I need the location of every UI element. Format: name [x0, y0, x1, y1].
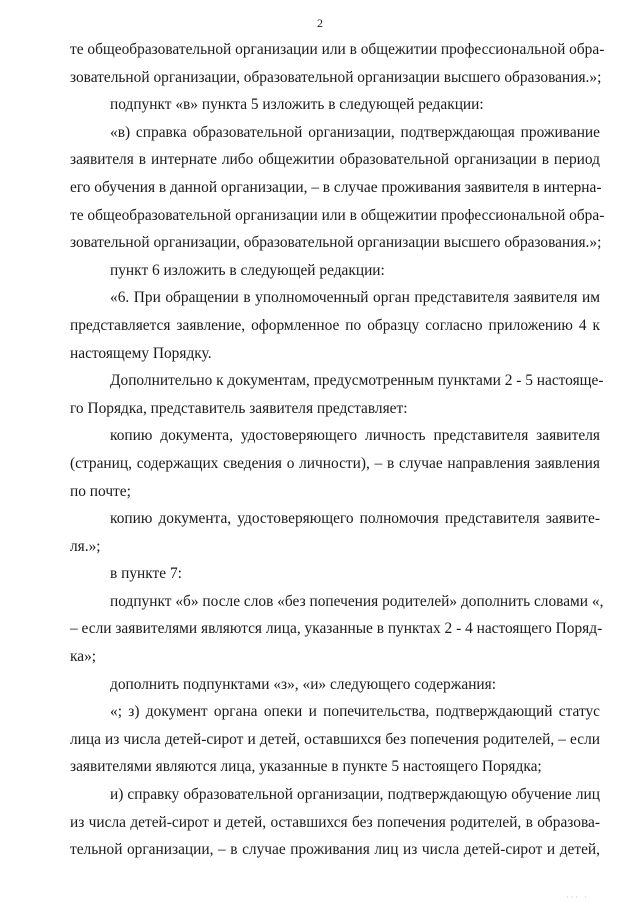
text-line: и) справку образовательной организации, подтверждающую обучение лиц [110, 786, 600, 804]
text-line: го Порядка, представитель заявителя представляет: [70, 399, 408, 417]
text-line: те общеобразовательной организации или в общежитии профессиональной обра- [70, 206, 605, 224]
text-line: те общеобразовательной организации или в общежитии профессиональной обра- [70, 41, 605, 58]
text-line: «6. При обращении в уполномоченный орган представителя заявителя им [110, 289, 600, 307]
text-line: «в) справка образовательной организации, подтверждающая проживание [110, 123, 600, 141]
text-line: тельной организации, – в случае проживания лиц из числа детей-сирот и детей, [70, 841, 600, 859]
text-line: ка»; [70, 648, 97, 666]
text-line: подпункт «б» после слов «без попечения родителей» дополнить словами «, [110, 592, 604, 610]
text-line: – если заявителями являются лица, указанные в пунктах 2 - 4 настоящего Поряд- [70, 620, 603, 638]
text-line: по почте; [70, 482, 131, 500]
document-body [70, 36, 605, 864]
text-line: заявителями являются лица, указанные в пункте 5 настоящего Порядка; [70, 758, 542, 776]
text-line: ля.»; [70, 537, 101, 555]
text-line: представляется заявление, оформленное по образцу согласно приложению 4 к [70, 316, 600, 334]
text-line: дополнить подпунктами «з», «и» следующего содержания: [110, 675, 497, 693]
text-line: «; з) документ органа опеки и попечительства, подтверждающий статус [110, 703, 600, 721]
text-line: из числа детей-сирот и детей, оставшихся без попечения родителей, в образова- [70, 813, 600, 831]
text-line: зовательной организации, образовательной организации высшего образования.»; [70, 68, 602, 86]
text-line: лица из числа детей-сирот и детей, оставшихся без попечения родителей, – если [70, 730, 600, 748]
text-line: (страниц, содержащих сведения о личности), – в случае направления заявления [70, 454, 600, 472]
text-line: его обучения в данной организации, – в случае проживания заявителя в интерна- [70, 178, 602, 196]
text-line: зовательной организации, образовательной организации высшего образования.»; [70, 234, 602, 252]
page-number: 2 [317, 16, 323, 30]
text-line: Дополнительно к документам, предусмотренным пунктами 2 - 5 настояще- [110, 372, 604, 390]
text-line: пункт 6 изложить в следующей редакции: [110, 261, 385, 279]
text-line: копию документа, удостоверяющего личность представителя заявителя [110, 427, 600, 445]
text-line: в пункте 7: [110, 565, 182, 583]
text-line: заявителя в интернате либо общежитии образовательной организации в период [70, 151, 600, 169]
text-line: подпункт «в» пункта 5 изложить в следующей редакции: [110, 96, 484, 114]
text-line: копию документа, удостоверяющего полномочия представителя заявите- [110, 510, 600, 528]
scan-artifact: ··· · [566, 893, 589, 902]
text-line: настоящему Порядку. [70, 344, 212, 362]
